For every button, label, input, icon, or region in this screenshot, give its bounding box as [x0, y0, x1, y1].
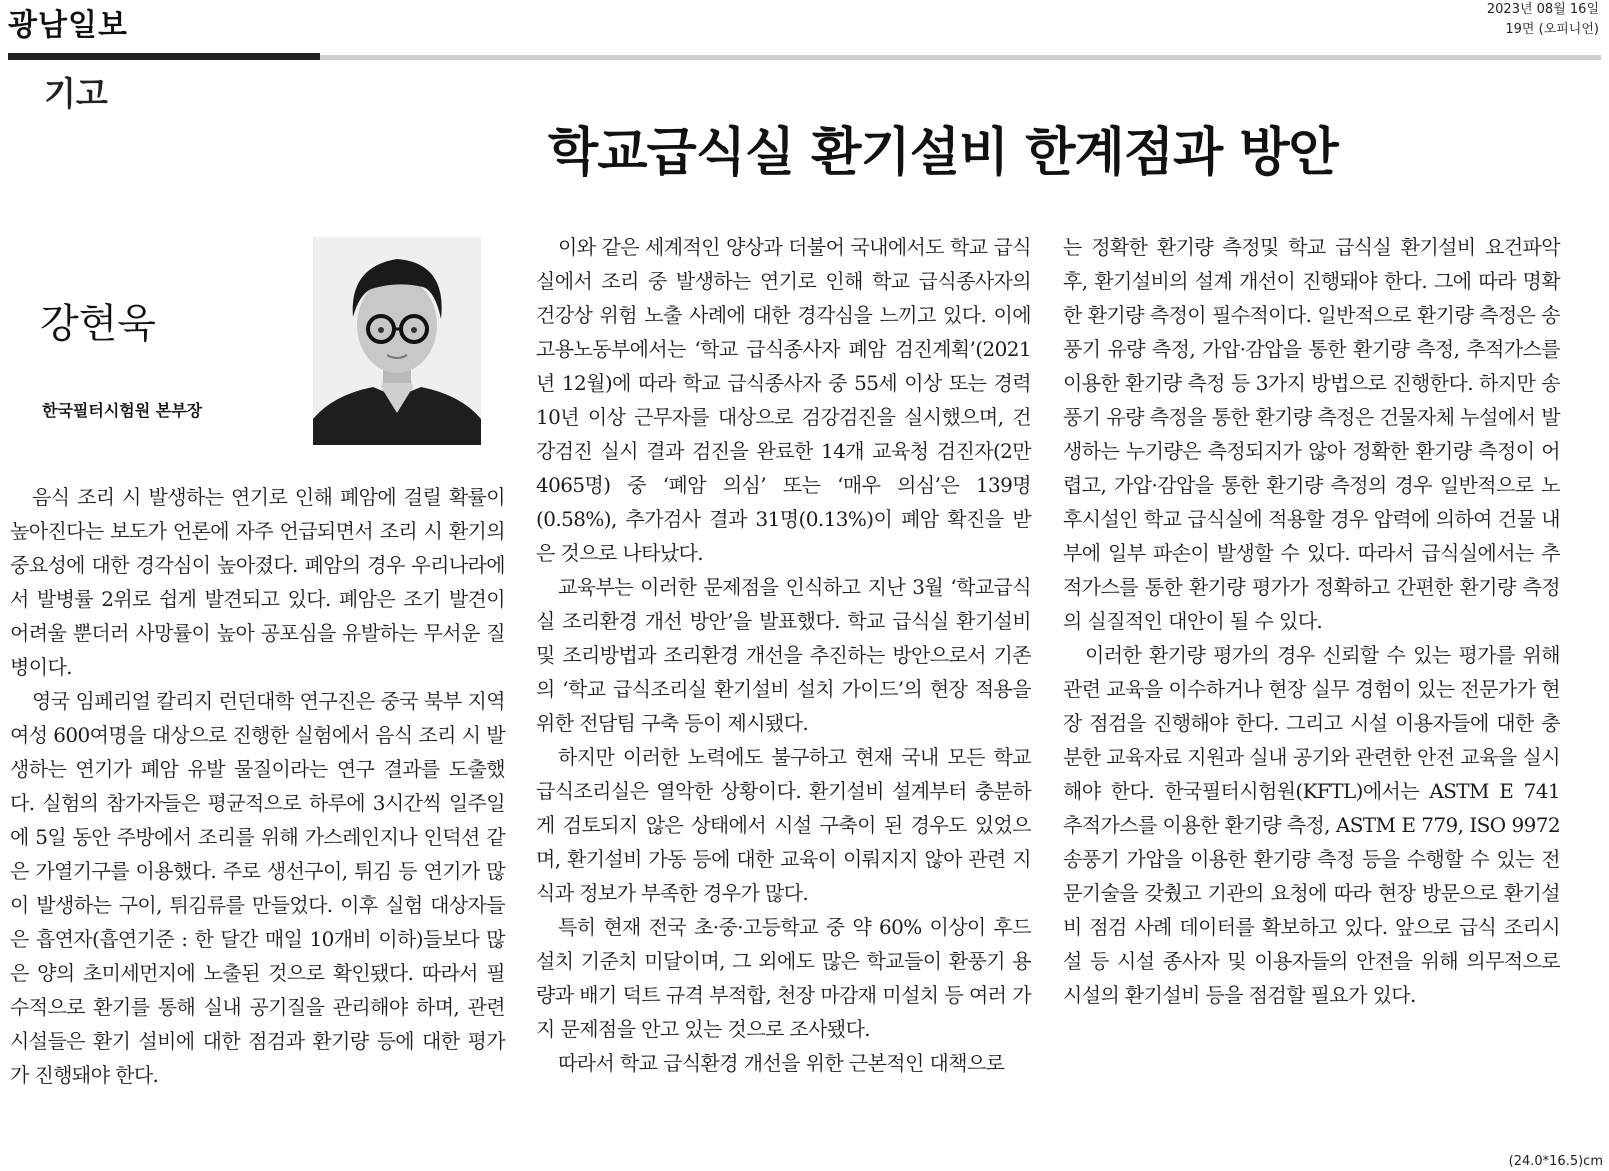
paragraph: 하지만 이러한 노력에도 불구하고 현재 국내 모든 학교 급식조리실은 열악한 상황이다. 환기설비 설계부터 충분하게 검토되지 않은 상태에서 시설 구축이 된 경우도 있었으며, 환기설비 가동 등에 대한 교육이 이뤄지지 않아 관련 지식과 정보가 부족한 경우가 많다.	[536, 745, 1031, 905]
article-column-1	[10, 480, 505, 1092]
header-rule-light	[320, 55, 1601, 60]
article-size-note: (24.0*16.5)cm	[1508, 1154, 1603, 1169]
author-title: 한국필터시험원 본부장	[42, 401, 203, 420]
publication-info	[1487, 0, 1599, 40]
header-rule-dark	[8, 53, 320, 60]
publication-date: 2023년 08월 16일	[1486, 2, 1599, 17]
author-name: 강현욱	[40, 301, 156, 347]
newspaper-masthead: 광남일보	[8, 8, 128, 43]
paragraph: 따라서 학교 급식환경 개선을 위한 근본적인 대책으로	[558, 1051, 1005, 1075]
article-column-3	[1063, 230, 1560, 1012]
paragraph: 특히 현재 전국 초·중·고등학교 중 약 60% 이상이 후드 설치 기준치 미달이며, 그 외에도 많은 학교들이 환풍기 용량과 배기 덕트 규격 부적합, 천장 마감재 미설치 등 여러 가지 문제점을 안고 있는 것으로 조사됐다.	[536, 915, 1031, 1041]
paragraph: 교육부는 이러한 문제점을 인식하고 지난 3월 ‘학교급식실 조리환경 개선 방안’을 발표했다. 학교 급식실 환기설비 및 조리방법과 조리환경 개선을 추진하는 방안으로서 기존의 ‘학교 급식조리실 환기설비 설치 가이드’의 현장 적용을 위한 전담팀 구축 등이 제시됐다.	[536, 575, 1031, 735]
article-column-2	[536, 230, 1031, 1080]
paragraph: 이와 같은 세계적인 양상과 더불어 국내에서도 학교 급식실에서 조리 중 발생하는 연기로 인해 학교 급식종사자의 건강상 위험 노출 사례에 대한 경각심을 느끼고 있다. 이에 고용노동부에서는 ‘학교 급식종사자 폐암 검진계획’(2021년 12월)에 따라 학교 급식종사자 중 55세 이상 또는 경력 10년 이상 근무자를 대상으로 검강검진을 실시했으며, 건강검진 실시 결과 검진을 완료한 14개 교육청 검진자(2만4065명) 중 ‘폐암 의심’ 또는 ‘매우 의심’은 139명(0.58%), 추가검사 결과 31명(0.13%)이 폐암 확진을 받은 것으로 나타났다.	[536, 235, 1031, 565]
article-headline: 학교급식실 환기설비 한계점과 방안	[548, 123, 1338, 183]
page-section-label: 19면 (오피니언)	[1505, 22, 1599, 37]
paragraph: 는 정확한 환기량 측정및 학교 급식실 환기설비 요건파악 후, 환기설비의 설계 개선이 진행돼야 한다. 그에 따라 명확한 환기량 측정이 필수적이다. 일반적으로 환기량 측정은 송풍기 유량 측정, 가압·감압을 통한 환기량 측정, 추적가스를 이용한 환기량 측정 등 3가지 방법으로 진행한다. 하지만 송풍기 유량 측정을 통한 환기량 측정은 건물자체 누설에서 발생하는 누기량은 측정되지가 않아 정확한 환기량 측정이 어렵고, 가압·감압을 통한 환기량 측정의 경우 일반적으로 노후시설인 학교 급식실에 적용할 경우 압력에 의하여 건물 내부에 일부 파손이 발생할 수 있다. 따라서 급식실에서는 추적가스를 통한 환기량 평가가 정확하고 간편한 환기량 측정의 실질적인 대안이 될 수 있다.	[1063, 235, 1560, 633]
paragraph: 이러한 환기량 평가의 경우 신뢰할 수 있는 평가를 위해 관련 교육을 이수하거나 현장 실무 경험이 있는 전문가가 현장 점검을 진행해야 한다. 그리고 시설 이용자들에 대한 충분한 교육자료 지원과 실내 공기와 관련한 안전 교육을 실시해야 한다. 한국필터시험원(KFTL)에서는 ASTM E 741 추적가스를 이용한 환기량 측정, ASTM E 779, ISO 9972 송풍기 가압을 이용한 환기량 측정 등을 수행할 수 있는 전문기술을 갖췄고 기관의 요청에 따라 현장 방문으로 환기설비 점검 사례 데이터를 확보하고 있다. 앞으로 급식 조리시설 등 시설 종사자 및 이용자들의 안전을 위해 의무적으로 시설의 환기설비 등을 점검할 필요가 있다.	[1063, 643, 1560, 1007]
author-photo	[313, 237, 481, 445]
author-portrait-image	[313, 237, 481, 445]
section-label: 기고	[44, 74, 108, 113]
paragraph: 영국 임페리얼 칼리지 런던대학 연구진은 중국 북부 지역 여성 600여명을 대상으로 진행한 실험에서 음식 조리 시 발생하는 연기가 폐암 유발 물질이라는 연구 결과를 도출했다. 실험의 참가자들은 평균적으로 하루에 3시간씩 일주일에 5일 동안 주방에서 조리를 위해 가스레인지나 인덕션 같은 가열기구를 이용했다. 주로 생선구이, 튀김 등 연기가 많이 발생하는 구이, 튀김류를 만들었다. 이후 실험 대상자들은 흡연자(흡연기준 : 한 달간 매일 10개비 이하)들보다 많은 양의 초미세먼지에 노출된 것으로 확인됐다. 따라서 필수적으로 환기를 통해 실내 공기질을 관리해야 하며, 관련 시설들은 환기 설비에 대한 점검과 환기량 등에 대한 평가가 진행돼야 한다.	[10, 689, 505, 1087]
paragraph: 음식 조리 시 발생하는 연기로 인해 폐암에 걸릴 확률이 높아진다는 보도가 언론에 자주 언급되면서 조리 시 환기의 중요성에 대한 경각심이 높아졌다. 폐암의 경우 우리나라에서 발병률 2위로 쉽게 발견되고 있다. 폐암은 조기 발견이 어려울 뿐더러 사망률이 높아 공포심을 유발하는 무서운 질병이다.	[10, 485, 505, 679]
